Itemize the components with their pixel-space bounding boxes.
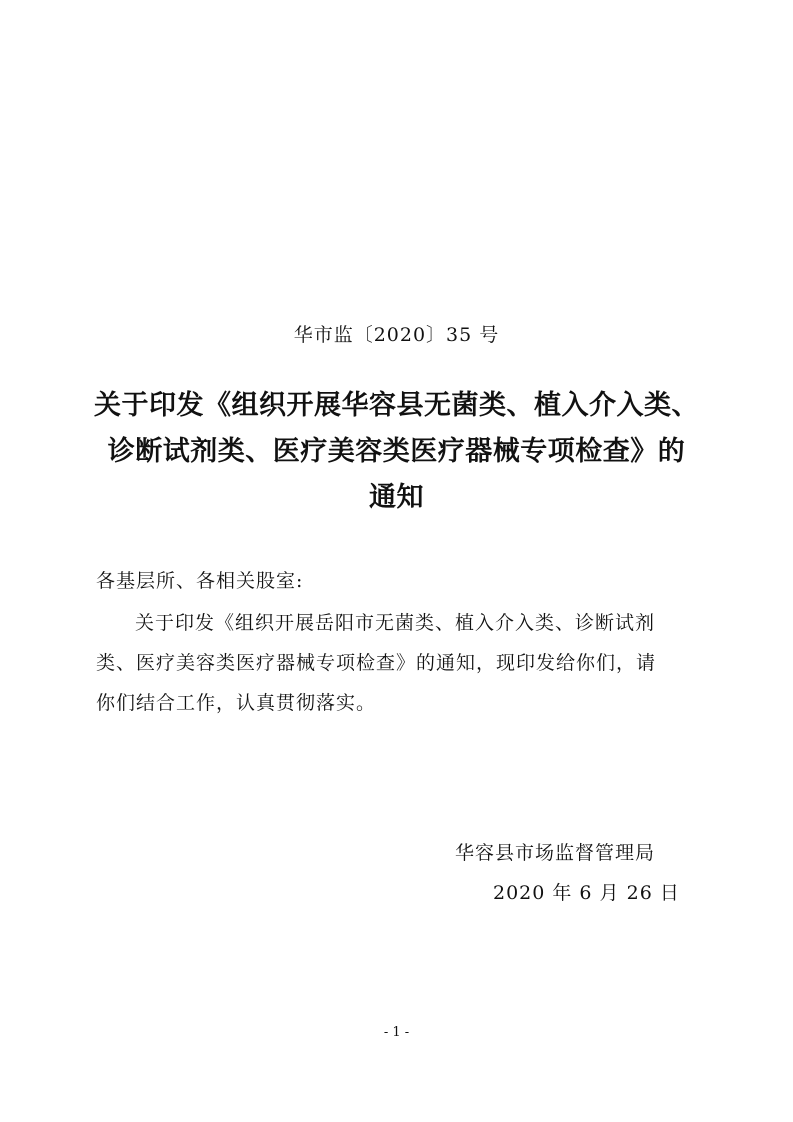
issuer-signature: 华容县市场监督管理局 [455,842,656,864]
title-line: 通知 [369,482,424,513]
body-line: 你们结合工作，认真贯彻落实。 [96,692,377,714]
page-number: - 1 - [383,1025,410,1040]
document-number: 华市监〔2020〕35 号 [293,324,500,346]
salutation: 各基层所、各相关股室: [96,570,304,592]
title-line: 关于印发《组织开展华容县无菌类、植入介入类、 [94,390,699,421]
document-title [80,383,713,521]
body-line: 类、医疗美容类医疗器械专项检查》的通知，现印发给你们，请 [96,652,657,674]
issue-date: 2020 年 6 月 26 日 [493,882,680,904]
body-line: 关于印发《组织开展岳阳市无菌类、植入介入类、诊断试剂 [135,612,656,634]
body-paragraph [96,603,696,723]
title-line: 诊断试剂类、医疗美容类医疗器械专项检查》的 [107,436,686,467]
